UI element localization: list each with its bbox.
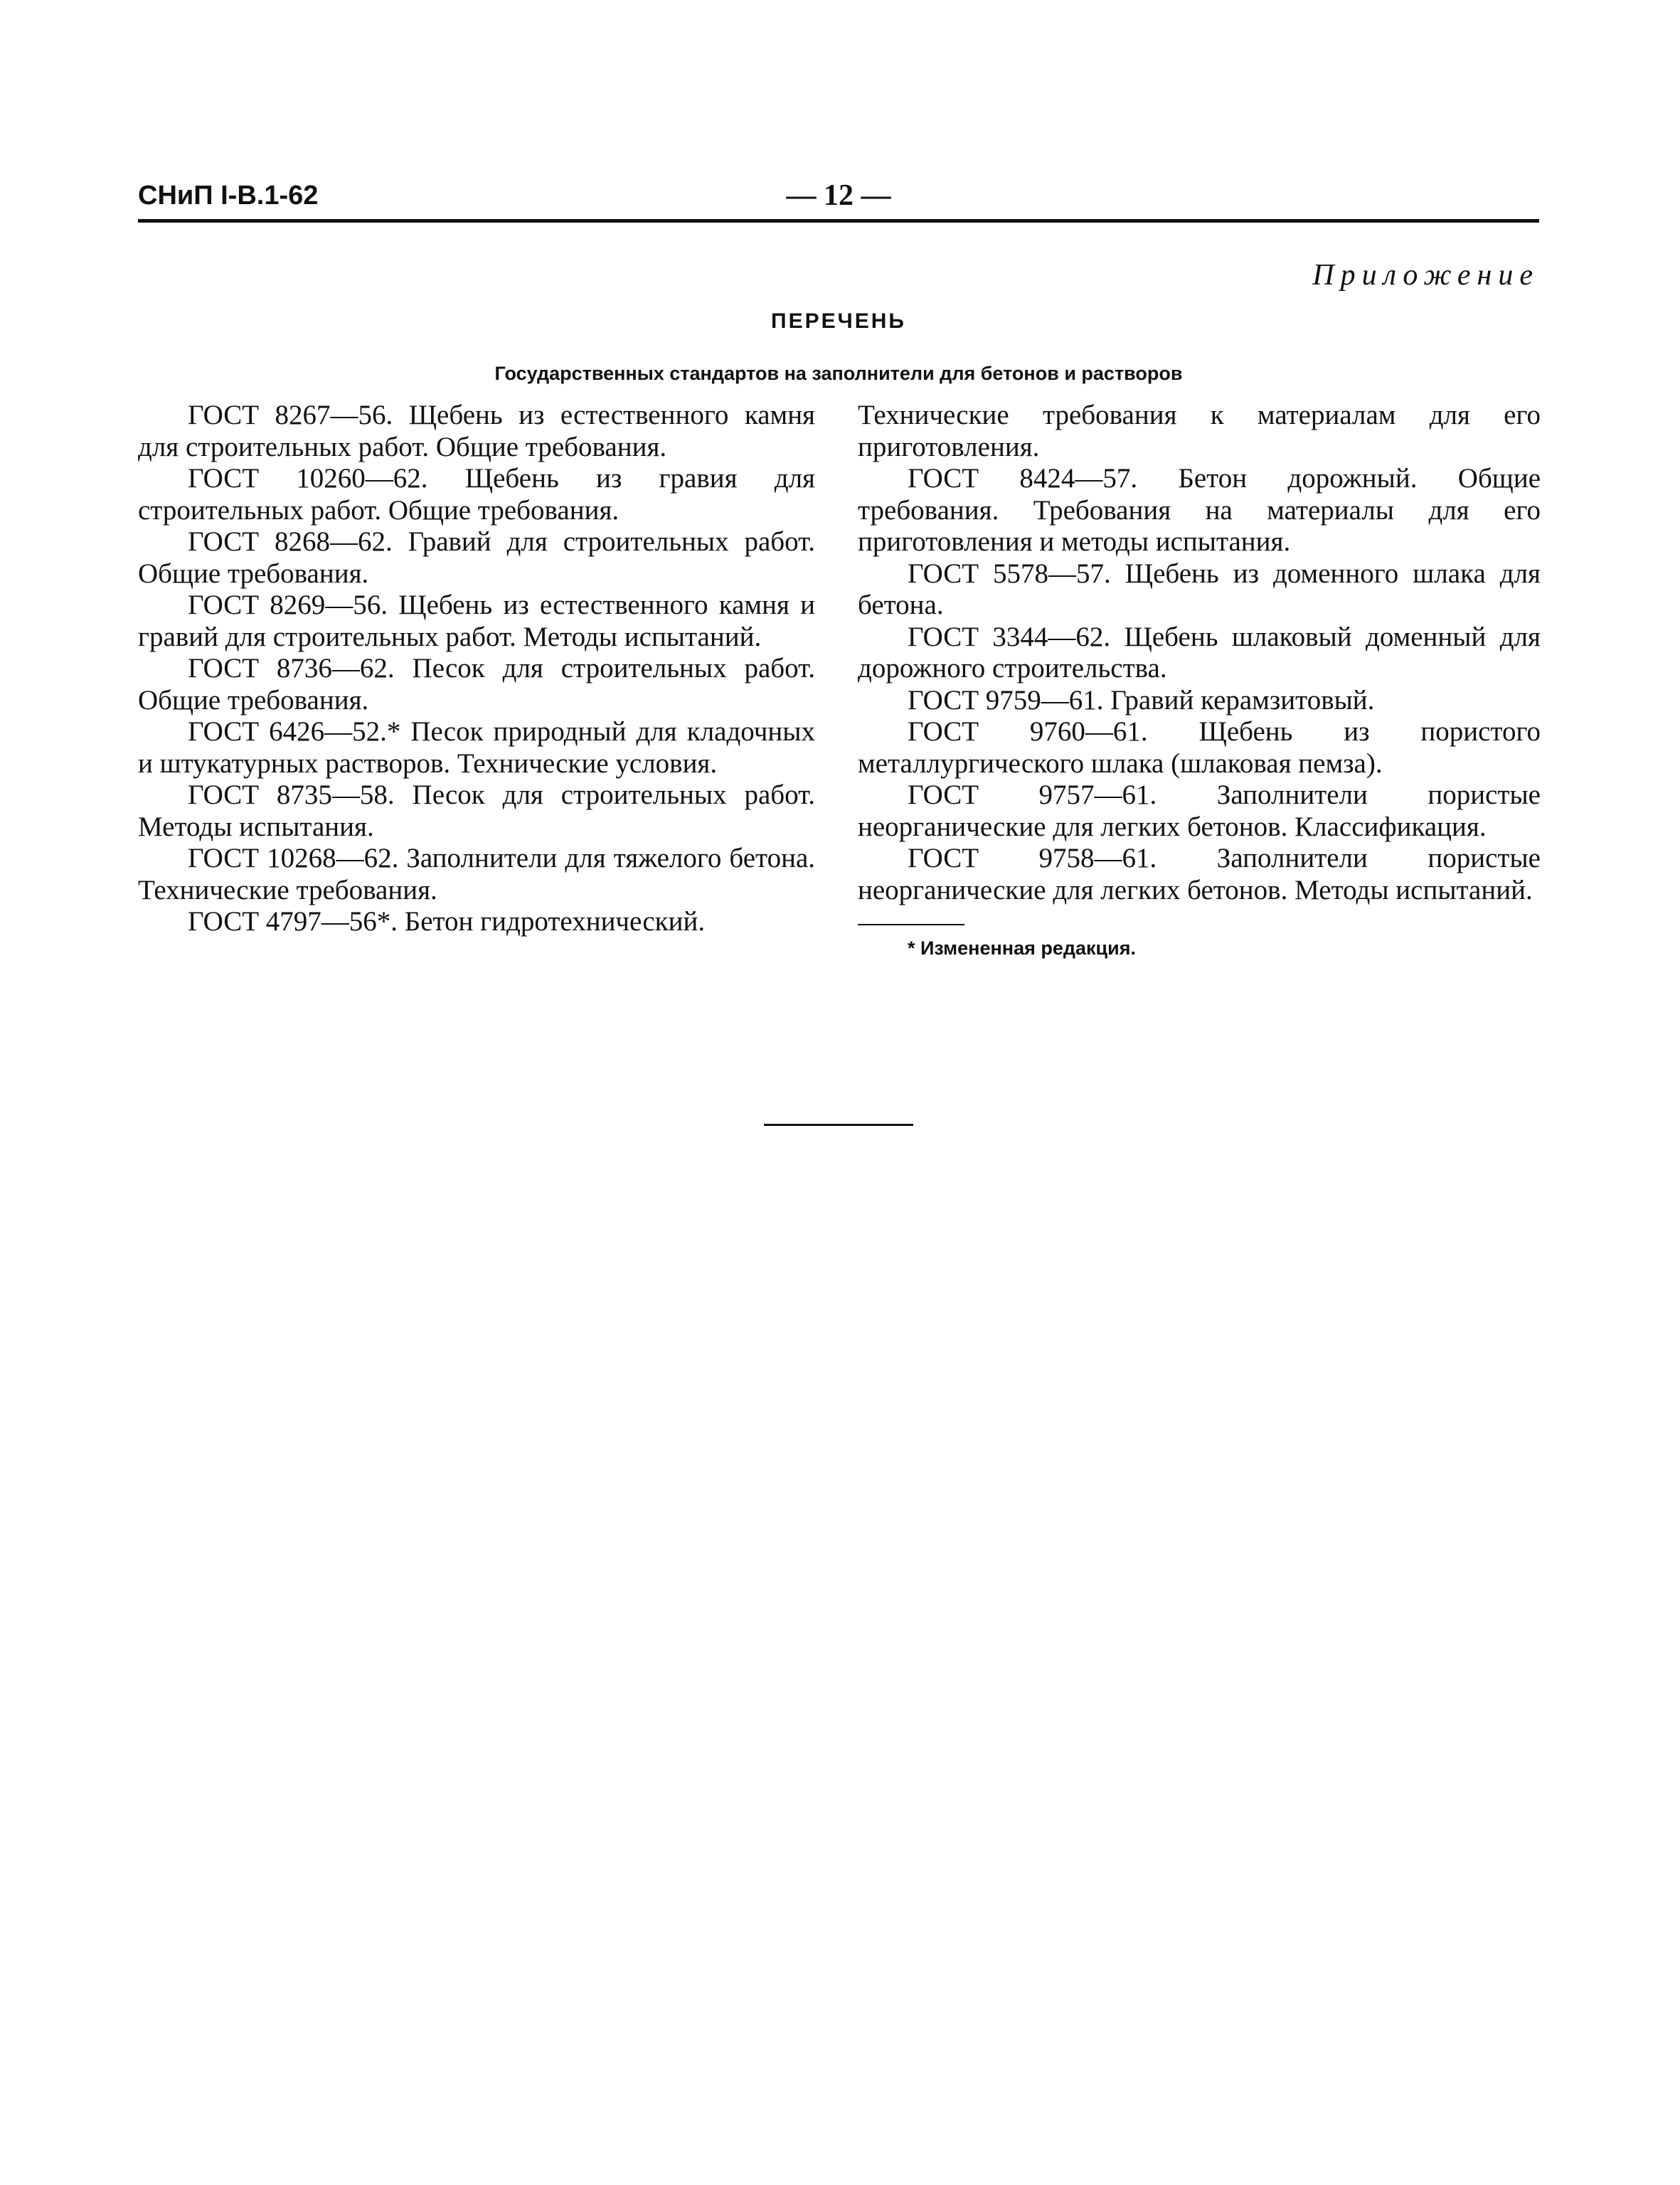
- standard-entry: ГОСТ 5578—57. Щебень из доменного шлака для бетона.: [858, 558, 1541, 620]
- standard-entry: ГОСТ 10268—62. Заполнители для тяжелого бетона. Технические требования.: [138, 843, 815, 905]
- header-rule: [138, 219, 1539, 223]
- page-number: — 12 —: [786, 179, 891, 212]
- end-rule: [764, 1124, 913, 1126]
- standard-entry: ГОСТ 6426—52.* Песок природный для кладочных и штукатурных растворов. Технические условия.: [138, 716, 815, 779]
- page-subtitle: Государственных стандартов на заполнители для бетонов и растворов: [494, 363, 1183, 384]
- left-column: [138, 400, 815, 938]
- document-code: СНиП I-В.1-62: [138, 181, 319, 211]
- standard-entry: ГОСТ 10260—62. Щебень из гравия для строительных работ. Общие требования.: [138, 463, 815, 526]
- footnote: * Измененная редакция.: [908, 937, 1136, 959]
- standard-entry: ГОСТ 9759—61. Гравий керамзитовый.: [908, 684, 1375, 716]
- footnote-rule: [858, 924, 964, 925]
- standard-entry: ГОСТ 9760—61. Щебень из пористого металлургического шлака (шлаковая пемза).: [858, 716, 1541, 779]
- page-title: ПЕРЕЧЕНЬ: [771, 309, 906, 333]
- standard-entry: ГОСТ 9757—61. Заполнители пористые неорганические для легких бетонов. Классификация.: [858, 780, 1541, 842]
- standard-entry-continuation: Технические требования к материалам для его приготовления.: [858, 400, 1541, 462]
- standard-entry: ГОСТ 3344—62. Щебень шлаковый доменный для дорожного строительства.: [858, 621, 1541, 684]
- standard-entry: ГОСТ 8268—62. Гравий для строительных работ. Общие требования.: [138, 526, 815, 589]
- standard-entry: ГОСТ 8736—62. Песок для строительных работ. Общие требования.: [138, 653, 815, 716]
- appendix-label: Приложение: [1312, 259, 1539, 292]
- page-header: [138, 178, 1539, 220]
- right-column: [858, 400, 1541, 962]
- standard-entry: ГОСТ 8269—56. Щебень из естественного камня и гравий для строительных работ. Методы испытаний.: [138, 590, 815, 652]
- standard-entry: ГОСТ 8424—57. Бетон дорожный. Общие требования. Требования на материалы для его приготовления и методы испытания.: [858, 463, 1541, 557]
- standard-entry: ГОСТ 9758—61. Заполнители пористые неорганические для легких бетонов. Методы испытаний.: [858, 843, 1541, 905]
- standard-entry: ГОСТ 4797—56*. Бетон гидротехнический.: [188, 906, 706, 937]
- standard-entry: ГОСТ 8267—56. Щебень из естественного камня для строительных работ. Общие требования.: [138, 400, 815, 462]
- standard-entry: ГОСТ 8735—58. Песок для строительных работ. Методы испытания.: [138, 780, 815, 842]
